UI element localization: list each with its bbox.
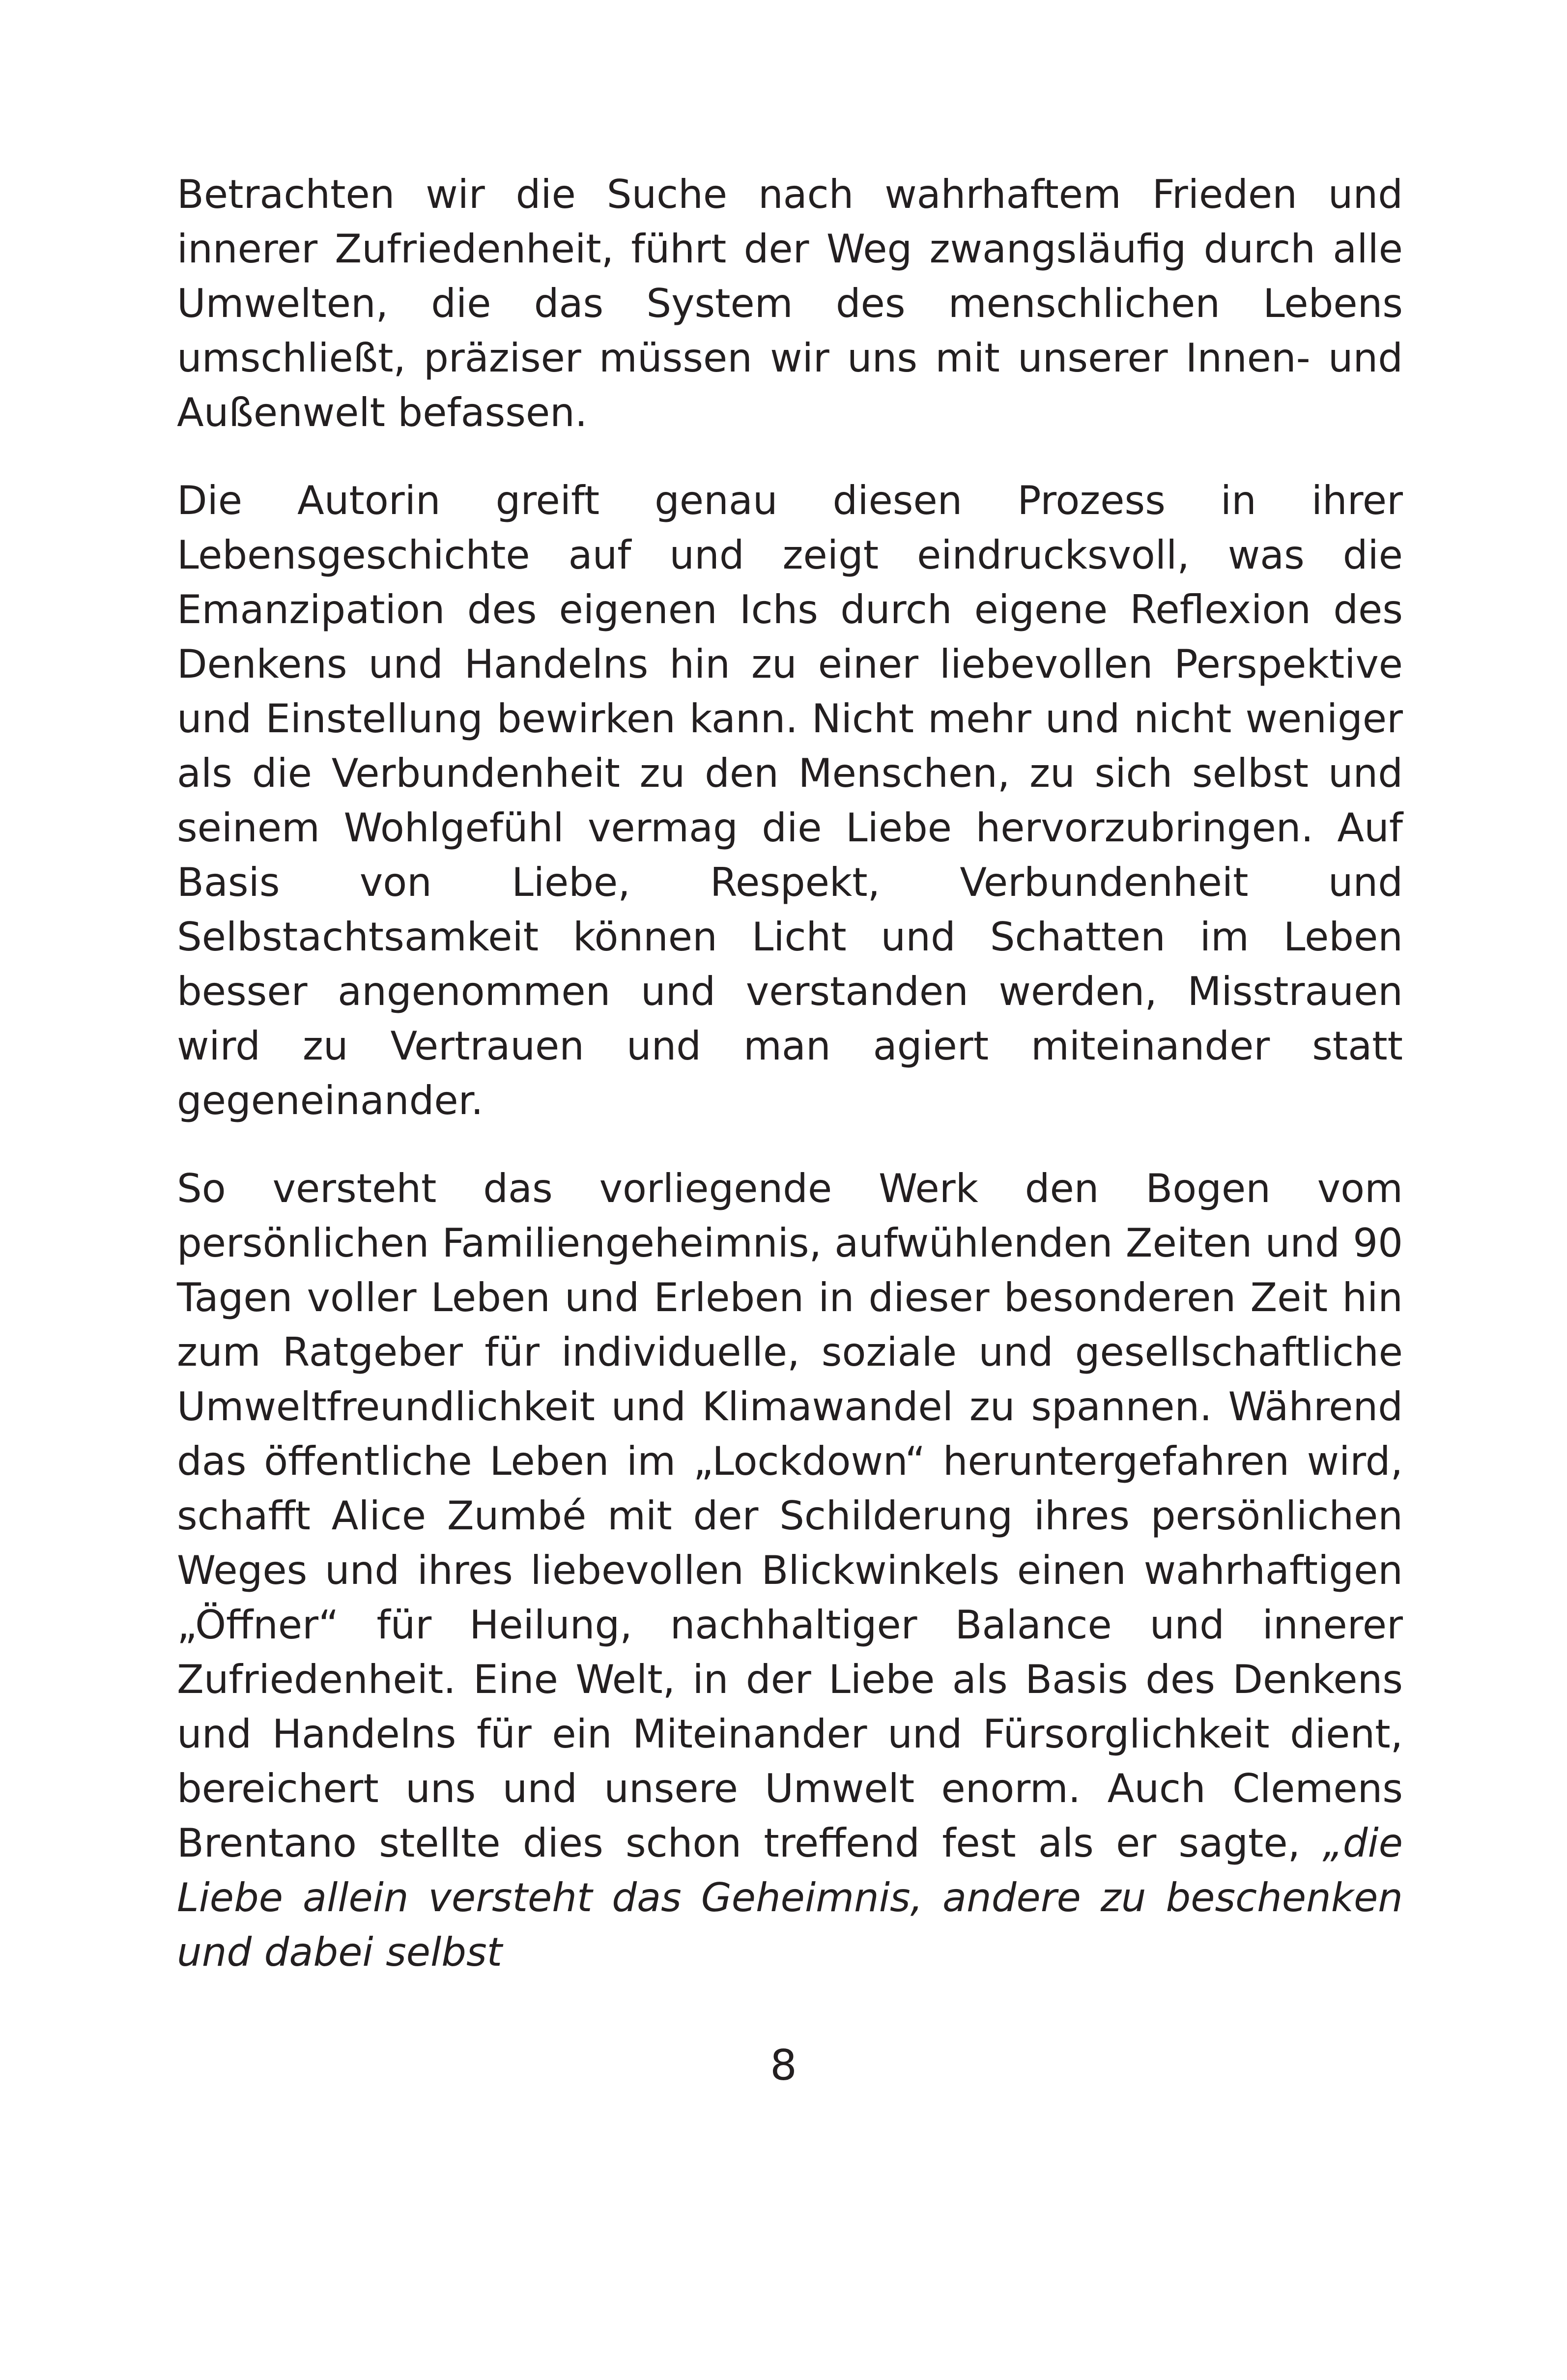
paragraph-3: [177, 1161, 1403, 1979]
paragraph-3-text: So versteht das vorliegende Werk den Bogen vom persönlichen Familiengeheimnis, aufwühlenden Zeiten und 90 Tagen voller Leben und Erleben in dieser besonderen Zeit hin zum Ratgeber für individuelle, soziale und gesellschaftliche Umweltfreundlichkeit und Klimawandel zu spannen. Während das öffentliche Leben im „Lockdown“ heruntergefahren wird, schafft Alice Zumbé mit der Schilderung ihres persönlichen Weges und ihres liebevollen Blickwinkels einen wahrhaftigen „Öffner“ für Heilung, nachhaltiger Balance und innerer Zufriedenheit. Eine Welt, in der Liebe als Basis des Denkens und Handelns für ein Miteinander und Fürsorglichkeit dient, bereichert uns und unsere Umwelt enorm. Auch Clemens Brentano stellte dies schon treffend fest als er sagte,: [177, 1166, 1403, 1866]
paragraph-3-quote: „die Liebe allein versteht das Geheimnis, andere zu beschenken und dabei selbst: [177, 1820, 1403, 1975]
page-number: 8: [770, 2041, 797, 2090]
paragraph-2-text: Die Autorin greift genau diesen Prozess in ihrer Lebensgeschichte auf und zeigt eindrucksvoll, was die Emanzipation des eigenen Ichs durch eigene Reflexion des Denkens und Handelns hin zu einer liebevollen Perspektive und Einstellung bewirken kann. Nicht mehr und nicht weniger als die Verbundenheit zu den Menschen, zu sich selbst und seinem Wohlgefühl vermag die Liebe hervorzubringen. Auf Basis von Liebe, Respekt, Verbundenheit und Selbstachtsamkeit können Licht und Schatten im Leben besser angenommen und verstanden werden, Misstrauen wird zu Vertrauen und man agiert miteinander statt gegeneinander.: [177, 478, 1403, 1123]
paragraph-1: [177, 167, 1403, 440]
paragraph-1-text: Betrachten wir die Suche nach wahrhaftem Frieden und innerer Zufriedenheit, führt der Weg zwangsläufig durch alle Umwelten, die das System des menschlichen Lebens umschließt, präziser müssen wir uns mit unserer Innen- und Außenwelt befassen.: [177, 172, 1403, 435]
body-text: [177, 167, 1403, 2013]
paragraph-2: [177, 473, 1403, 1128]
